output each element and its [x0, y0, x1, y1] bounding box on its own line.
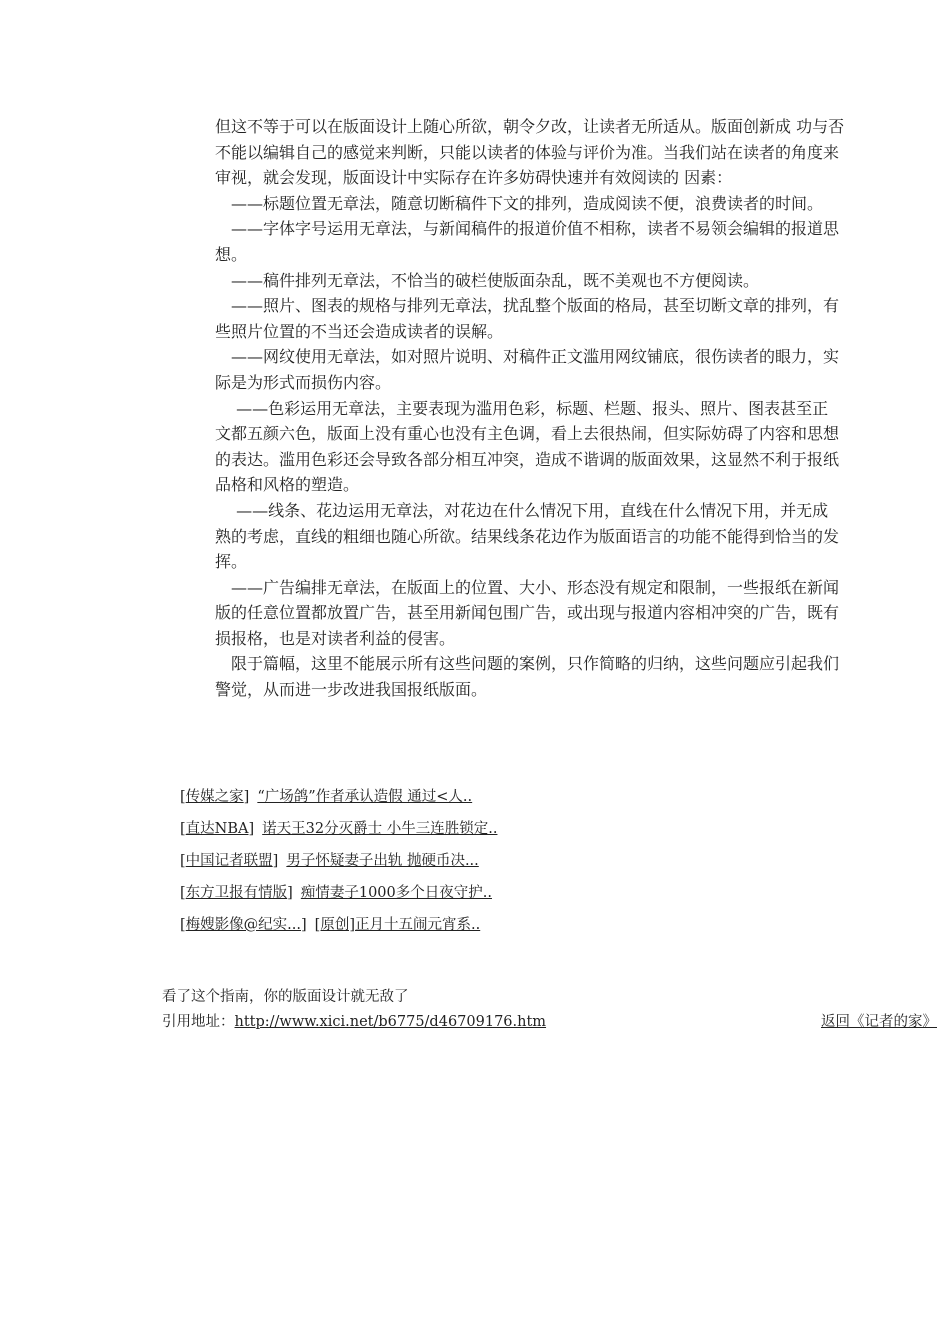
related-link-row: [传媒之家] “广场鸽”作者承认造假 通过<人.. — [180, 789, 473, 805]
source-link[interactable]: 直达NBA — [185, 821, 249, 837]
article-line: 际是为形式而损伤内容。 — [215, 372, 392, 392]
article-line: ——色彩运用无章法，主要表现为滥用色彩，标题、栏题、报头、照片、图表甚至正 — [215, 398, 829, 418]
article-line: ——标题位置无章法，随意切断稿件下文的排列，造成阅读不便，浪费读者的时间。 — [215, 193, 824, 213]
article-link[interactable]: 诺天王32分灭爵士 小牛三连胜锁定.. — [262, 821, 498, 837]
article-line: 版的任意位置都放置广告，甚至用新闻包围广告，或出现与报道内容相冲突的广告，既有 — [215, 603, 840, 623]
source-link[interactable]: 传媒之家 — [185, 789, 244, 805]
article-line: 些照片位置的不当还会造成读者的误解。 — [215, 321, 504, 341]
article-line: 熟的考虑，直线的粗细也随心所欲。结果线条花边作为版面语言的功能不能得到恰当的发 — [215, 526, 840, 546]
article-line: 审视，就会发现，版面设计中实际存在许多妨碍快速并有效阅读的 因素： — [215, 168, 733, 188]
citation-url-link[interactable]: http://www.xici.net/b6775/d46709176.htm — [234, 1014, 547, 1030]
article-line: ——广告编排无章法，在版面上的位置、大小、形态没有规定和限制，一些报纸在新闻 — [215, 577, 840, 597]
article-line: 但这不等于可以在版面设计上随心所欲，朝令夕改，让读者无所适从。版面创新成 功与否 — [215, 117, 845, 136]
citation-label: 引用地址： — [162, 1014, 235, 1030]
footer — [162, 986, 950, 1033]
source-link[interactable]: 中国记者联盟 — [185, 853, 273, 869]
article-link[interactable]: [原创]正月十五闹元宵系.. — [314, 917, 481, 933]
article-line: ——照片、图表的规格与排列无章法，扰乱整个版面的格局，甚至切断文章的排列，有 — [215, 296, 840, 316]
article-line: ——稿件排列无章法，不恰当的破栏使版面杂乱，既不美观也不方便阅读。 — [215, 270, 760, 290]
article-link[interactable]: 男子怀疑妻子出轨 抛硬币决... — [286, 853, 479, 869]
related-link-row: [中国记者联盟] 男子怀疑妻子出轨 抛硬币决... — [180, 853, 479, 869]
related-link-row: [东方卫报有情版] 痴情妻子1000多个日夜守护.. — [180, 885, 492, 901]
article-line: 品格和风格的塑造。 — [215, 475, 360, 495]
article-link[interactable]: “广场鸽”作者承认造假 通过<人.. — [257, 789, 473, 805]
article-line: 不能以编辑自己的感觉来判断，只能以读者的体验与评价为准。当我们站在读者的角度来 — [215, 142, 840, 162]
article-line: 警觉，从而进一步改进我国报纸版面。 — [215, 680, 488, 700]
citation-row — [162, 1011, 950, 1033]
article-line: 文都五颜六色，版面上没有重心也没有主色调，看上去很热闹，但实际妨碍了内容和思想 — [215, 424, 840, 444]
back-link[interactable]: 返回《记者的家》 — [821, 1014, 937, 1030]
source-link[interactable]: 梅嫂影像@纪实... — [185, 917, 301, 933]
footer-note: 看了这个指南，你的版面设计就无敌了 — [162, 989, 409, 1005]
article-line: ——线条、花边运用无章法，对花边在什么情况下用，直线在什么情况下用，并无成 — [215, 500, 829, 520]
article-line: 想。 — [215, 244, 248, 264]
article-line: 限于篇幅，这里不能展示所有这些问题的案例，只作简略的归纳，这些问题应引起我们 — [215, 654, 840, 674]
related-link-row: [梅嫂影像@纪实...] [原创]正月十五闹元宵系.. — [180, 917, 481, 933]
article-line: ——网纹使用无章法，如对照片说明、对稿件正文滥用网纹铺底，很伤读者的眼力，实 — [215, 347, 840, 367]
source-link[interactable]: 东方卫报有情版 — [185, 885, 288, 901]
article-line: 挥。 — [215, 552, 248, 572]
article-line: 的表达。滥用色彩还会导致各部分相互冲突，造成不谐调的版面效果，这显然不利于报纸 — [215, 449, 840, 469]
article-line: ——字体字号运用无章法，与新闻稿件的报道价值不相称，读者不易领会编辑的报道思 — [215, 219, 840, 239]
article-line: 损报格，也是对读者利益的侵害。 — [215, 628, 456, 648]
related-link-row: [直达NBA] 诺天王32分灭爵士 小牛三连胜锁定.. — [180, 821, 498, 837]
article-link[interactable]: 痴情妻子1000多个日夜守护.. — [300, 885, 492, 901]
article-body — [215, 114, 950, 703]
related-links — [180, 787, 950, 947]
